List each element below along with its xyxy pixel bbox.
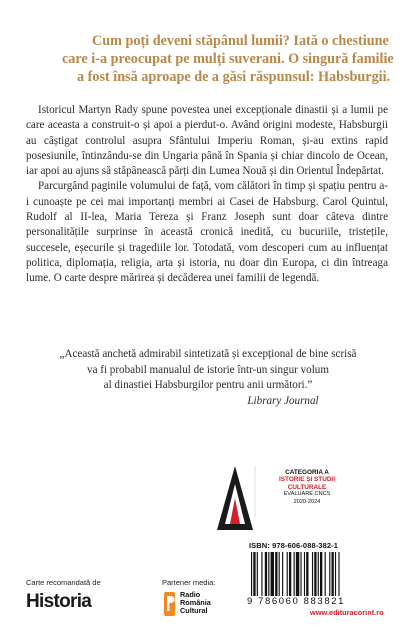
description-paragraph-1: Istoricul Martyn Rady spune povestea unei excepționale dinastii și a lumii pe care aceasta a construit-o și apoi a pierdut-o. Având origini modeste, Habsburgii au câștigat controlul asupra Sfântului Imperiu Roman, și-au extins rapid posesiunile, întinzându-se din Ungaria până în Spania și chiar dincolo de Ocean, iar apoi au ajuns să stăpânească părți din Lumea Nouă și din Orientul Îndepărtat. [26,104,388,178]
tagline-line-3: a fost însă aproape de a găsi răspunsul: Habsburgii. [77,69,391,85]
barcode-bar [335,552,336,596]
cncs-category-badge [215,462,355,534]
description-paragraph-2: Parcurgând paginile volumului de față, vom călători în timp și spațiu pentru a-i cunoaște pe cei mai importanți membri ai Casei de Habsburg. Carol Quintul, Rudolf al II-lea, Maria Tereza și Franz Joseph sunt doar câteva dintre personalitățile surprinse în această cronică inedită, cu bucuriile, tristețile, succesele, eșecurile și tragediile lor. Totodată, vom descoperi cum au influențat politica, diplomația, religia, arta și istoria, nu doar din Europa, ci din întreaga lume. O carte despre mărirea și decăderea unei familii de legendă. [26,180,388,285]
barcode-bar [257,552,258,596]
barcode-bar [271,552,274,596]
review-quote [30,347,386,409]
radio-line-3: Cultural [180,606,208,616]
category-line-2: ISTORIE ȘI STUDII [279,476,335,484]
radio-line-2: România [180,598,211,608]
category-line-3: CULTURALE [287,483,327,491]
barcode-bar [338,552,339,596]
barcode-bar [289,552,291,596]
category-line-5: 2020-2024 [293,498,321,505]
barcode-bar [253,552,255,596]
radio-romania-cultural-logo [162,590,234,622]
barcode-bar [332,552,334,596]
tagline [62,32,392,86]
barcode-bar [312,552,313,596]
quote-line-2: va fi probabil manualul de istorie într-un singur volum [87,363,329,376]
barcode-bar [268,552,269,596]
recommended-label: Carte recomandată de [26,578,101,587]
publisher-website: www.edituracorint.ro [310,608,384,617]
radio-logo-icon [162,590,178,618]
partner-label: Partener media: [162,578,216,587]
quote-line-3: al dinastiei Habsburgilor pentru anii următori.” [103,379,313,391]
barcode-bar [320,552,322,596]
book-description [26,103,388,287]
category-line-1: CATEGORIA A [285,469,329,476]
radio-line-1: Radio [180,590,201,599]
barcode-bar [314,552,316,596]
barcode-bar [287,552,288,596]
category-text [257,469,357,506]
barcode-bar [275,552,277,596]
category-line-4: EVALUARE CNCS [283,491,331,498]
barcode-digits: 9 786060 883821 [247,596,345,607]
barcode-bar [304,552,305,596]
isbn-barcode [246,538,388,608]
barcode-bar [325,552,326,596]
tagline-line-2: care i-a preocupat pe mulți suverani. O singură familie [62,51,394,67]
barcode-bar [296,552,299,596]
isbn-number: ISBN: 978-606-088-382-1 [249,541,339,550]
barcode-bar [318,552,319,596]
barcode-bar [300,552,301,596]
historia-logo: Historia [26,591,92,612]
barcode-bar [279,552,280,596]
radio-logo-text [180,591,211,616]
quote-source: Library Journal [247,394,319,407]
barcode-bar [329,552,330,596]
barcode-bar [261,552,262,596]
barcode-bar [282,552,283,596]
barcode-bar [294,552,295,596]
barcode-icon [249,552,385,596]
barcode-bar [265,552,267,596]
barcode-bar [251,552,252,596]
tagline-line-1: Cum poți deveni stăpânul lumii? Iată o chestiune [92,33,389,49]
barcode-bar [306,552,308,596]
quote-line-1: „Această anchetă admirabil sintetizată și excepțional de bine scrisă [59,348,357,360]
